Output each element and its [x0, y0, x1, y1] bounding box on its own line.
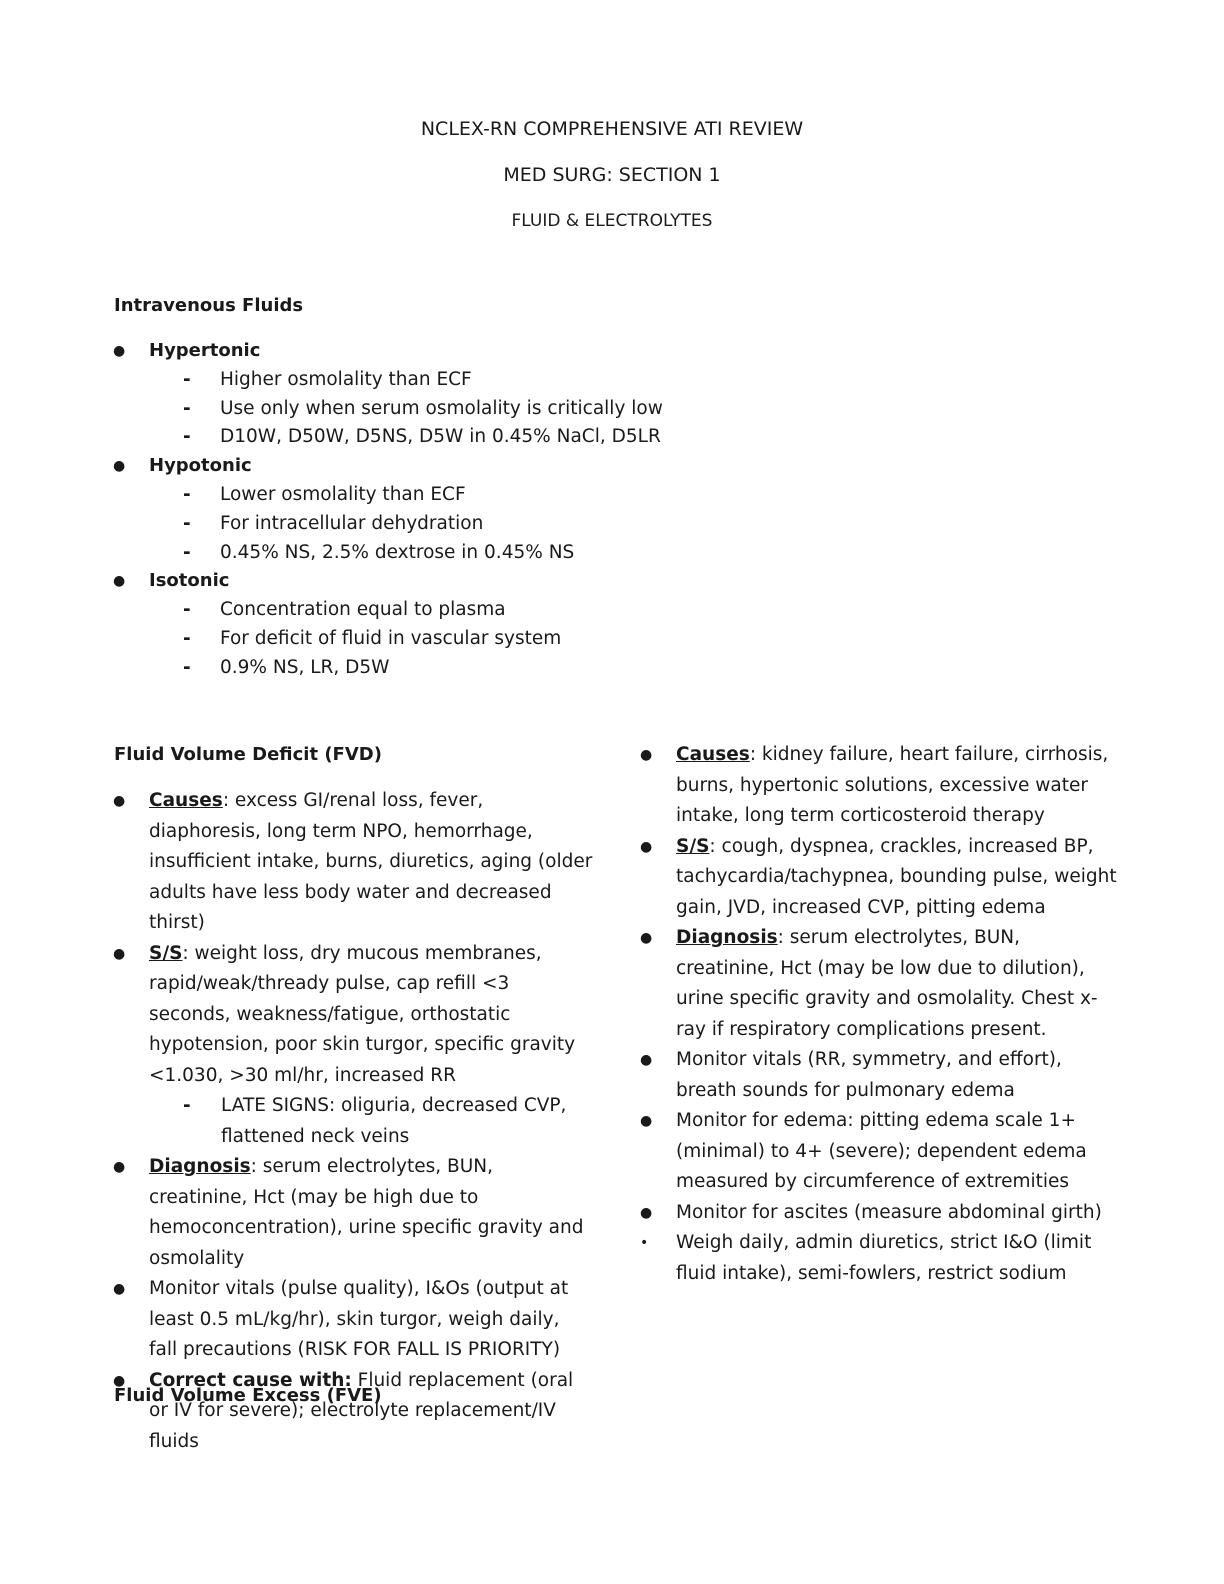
- list-item: [183, 539, 813, 568]
- causes-text: : excess GI/renal loss, fever, diaphoresis, long term NPO, hemorrhage, insufficient intake, burns, diuretics, aging (older adults have less body water and decreased thirst): [149, 790, 593, 933]
- bullet-icon: ●: [113, 945, 126, 962]
- bullet-icon: •: [640, 1235, 649, 1251]
- list-item: [113, 939, 593, 1153]
- ss-label: S/S: [676, 835, 710, 857]
- list-item-text: Higher osmolality than ECF: [220, 368, 472, 390]
- list-item: [183, 1091, 593, 1152]
- dash-icon: -: [183, 1095, 191, 1116]
- document-subtitle: MED SURG: SECTION 1: [503, 164, 721, 186]
- list-item: [640, 832, 1120, 924]
- list-item: [640, 923, 1120, 1045]
- list-item: [640, 1045, 1120, 1106]
- bullet-icon: ●: [640, 747, 653, 763]
- list-item: [640, 1228, 1120, 1289]
- fve-list: [640, 740, 1120, 1289]
- diagnosis-label: Diagnosis: [676, 927, 778, 948]
- list-item: [183, 366, 813, 395]
- correct-cause-text: Fluid replacement (oral or IV for severe); electrolyte replacement/IV fluids: [149, 1369, 574, 1452]
- list-item: [113, 337, 813, 452]
- list-item-text: Monitor for ascites (measure abdominal girth): [676, 1201, 1102, 1223]
- section-topic: FLUID & ELECTROLYTES: [511, 211, 713, 231]
- list-item-text: 0.45% NS, 2.5% dextrose in 0.45% NS: [220, 541, 575, 563]
- list-item-text: For intracellular dehydration: [220, 512, 484, 534]
- list-item: [183, 481, 813, 510]
- iv-fluids-heading: Intravenous Fluids: [114, 295, 304, 316]
- bullet-icon: ●: [113, 458, 126, 475]
- list-item: [183, 510, 813, 539]
- late-signs-text: LATE SIGNS: oliguria, decreased CVP, flattened neck veins: [221, 1095, 567, 1147]
- causes-text: : kidney failure, heart failure, cirrhosis, burns, hypertonic solutions, excessive water intake, long term corticosteroid therapy: [676, 744, 1109, 826]
- dash-icon: -: [183, 656, 191, 678]
- bullet-icon: ●: [113, 1372, 126, 1389]
- list-item-text: D10W, D50W, D5NS, D5W in 0.45% NaCl, D5LR: [220, 426, 661, 448]
- bullet-icon: ●: [640, 1052, 653, 1068]
- dash-icon: -: [183, 627, 191, 649]
- iv-type-label: Hypotonic: [149, 455, 252, 477]
- dash-icon: -: [183, 368, 191, 390]
- dash-icon: -: [183, 512, 191, 534]
- bullet-icon: ●: [640, 1113, 653, 1129]
- iv-fluids-list: [113, 337, 813, 683]
- list-item-text: Lower osmolality than ECF: [220, 483, 466, 505]
- list-item: [183, 596, 813, 625]
- list-item: [113, 567, 813, 682]
- list-item: [113, 1366, 593, 1458]
- iv-type-label: Isotonic: [149, 570, 230, 592]
- fvd-list: [113, 786, 593, 1457]
- ss-label: S/S: [149, 942, 183, 964]
- list-item: [183, 423, 813, 452]
- diagnosis-label: Diagnosis: [149, 1156, 251, 1177]
- causes-label: Causes: [676, 744, 750, 765]
- document-title: NCLEX-RN COMPREHENSIVE ATI REVIEW: [420, 118, 804, 140]
- bullet-icon: ●: [113, 793, 126, 809]
- list-item: [183, 395, 813, 424]
- bullet-icon: ●: [640, 838, 653, 855]
- list-item-text: 0.9% NS, LR, D5W: [220, 656, 390, 678]
- ss-text: : weight loss, dry mucous membranes, rapid/weak/thready pulse, cap refill <3 seconds, weakness/fatigue, orthostatic hypotension, poor skin turgor, specific gravity <1.030, >30 ml/hr, increased RR: [149, 942, 576, 1086]
- list-item-text: Monitor vitals (RR, symmetry, and effort), breath sounds for pulmonary edema: [676, 1049, 1062, 1101]
- monitor-text: Monitor vitals (pulse quality), I&Os (output at least 0.5 mL/kg/hr), skin turgor, weigh daily, fall precautions (RISK FOR FALL IS PRIORITY): [149, 1278, 569, 1360]
- bullet-icon: ●: [640, 930, 653, 946]
- dash-icon: -: [183, 426, 191, 448]
- list-item-text: Weigh daily, admin diuretics, strict I&O (limit fluid intake), semi-fowlers, restrict sodium: [676, 1232, 1092, 1284]
- list-item: [183, 654, 813, 683]
- list-item-text: Concentration equal to plasma: [220, 599, 506, 621]
- dash-icon: -: [183, 483, 191, 505]
- list-item: [640, 1198, 1120, 1229]
- list-item: [113, 1274, 593, 1366]
- dash-icon: -: [183, 599, 191, 621]
- bullet-icon: ●: [113, 1281, 126, 1297]
- list-item: [113, 1152, 593, 1274]
- bullet-icon: ●: [113, 573, 126, 590]
- fvd-heading: Fluid Volume Deficit (FVD): [114, 744, 382, 765]
- dash-icon: -: [183, 397, 191, 419]
- list-item: [113, 786, 593, 939]
- diagnosis-text: : serum electrolytes, BUN, creatinine, Hct (may be high due to hemoconcentration), urine specific gravity and osmolality: [149, 1156, 584, 1269]
- list-item: [640, 1106, 1120, 1198]
- bullet-icon: ●: [113, 343, 126, 359]
- bullet-icon: ●: [640, 1204, 653, 1221]
- list-item-text: Monitor for edema: pitting edema scale 1+ (minimal) to 4+ (severe); dependent edema measured by circumference of extremities: [676, 1110, 1087, 1192]
- iv-type-label: Hypertonic: [149, 340, 261, 361]
- ss-text: : cough, dyspnea, crackles, increased BP, tachycardia/tachypnea, bounding pulse, weight gain, JVD, increased CVP, pitting edema: [676, 835, 1117, 918]
- list-item-text: For deficit of fluid in vascular system: [220, 627, 562, 649]
- correct-cause-label: Correct cause with:: [149, 1369, 352, 1391]
- dash-icon: -: [183, 541, 191, 563]
- list-item: [183, 625, 813, 654]
- bullet-icon: ●: [113, 1159, 126, 1175]
- fve-heading: Fluid Volume Excess (FVE): [114, 1385, 382, 1406]
- diagnosis-text: : serum electrolytes, BUN, creatinine, Hct (may be low due to dilution), urine specific gravity and osmolality. Chest x-ray if respiratory complications present.: [676, 927, 1098, 1040]
- list-item: [113, 452, 813, 567]
- list-item: [640, 740, 1120, 832]
- list-item-text: Use only when serum osmolality is critically low: [220, 397, 663, 419]
- causes-label: Causes: [149, 790, 223, 811]
